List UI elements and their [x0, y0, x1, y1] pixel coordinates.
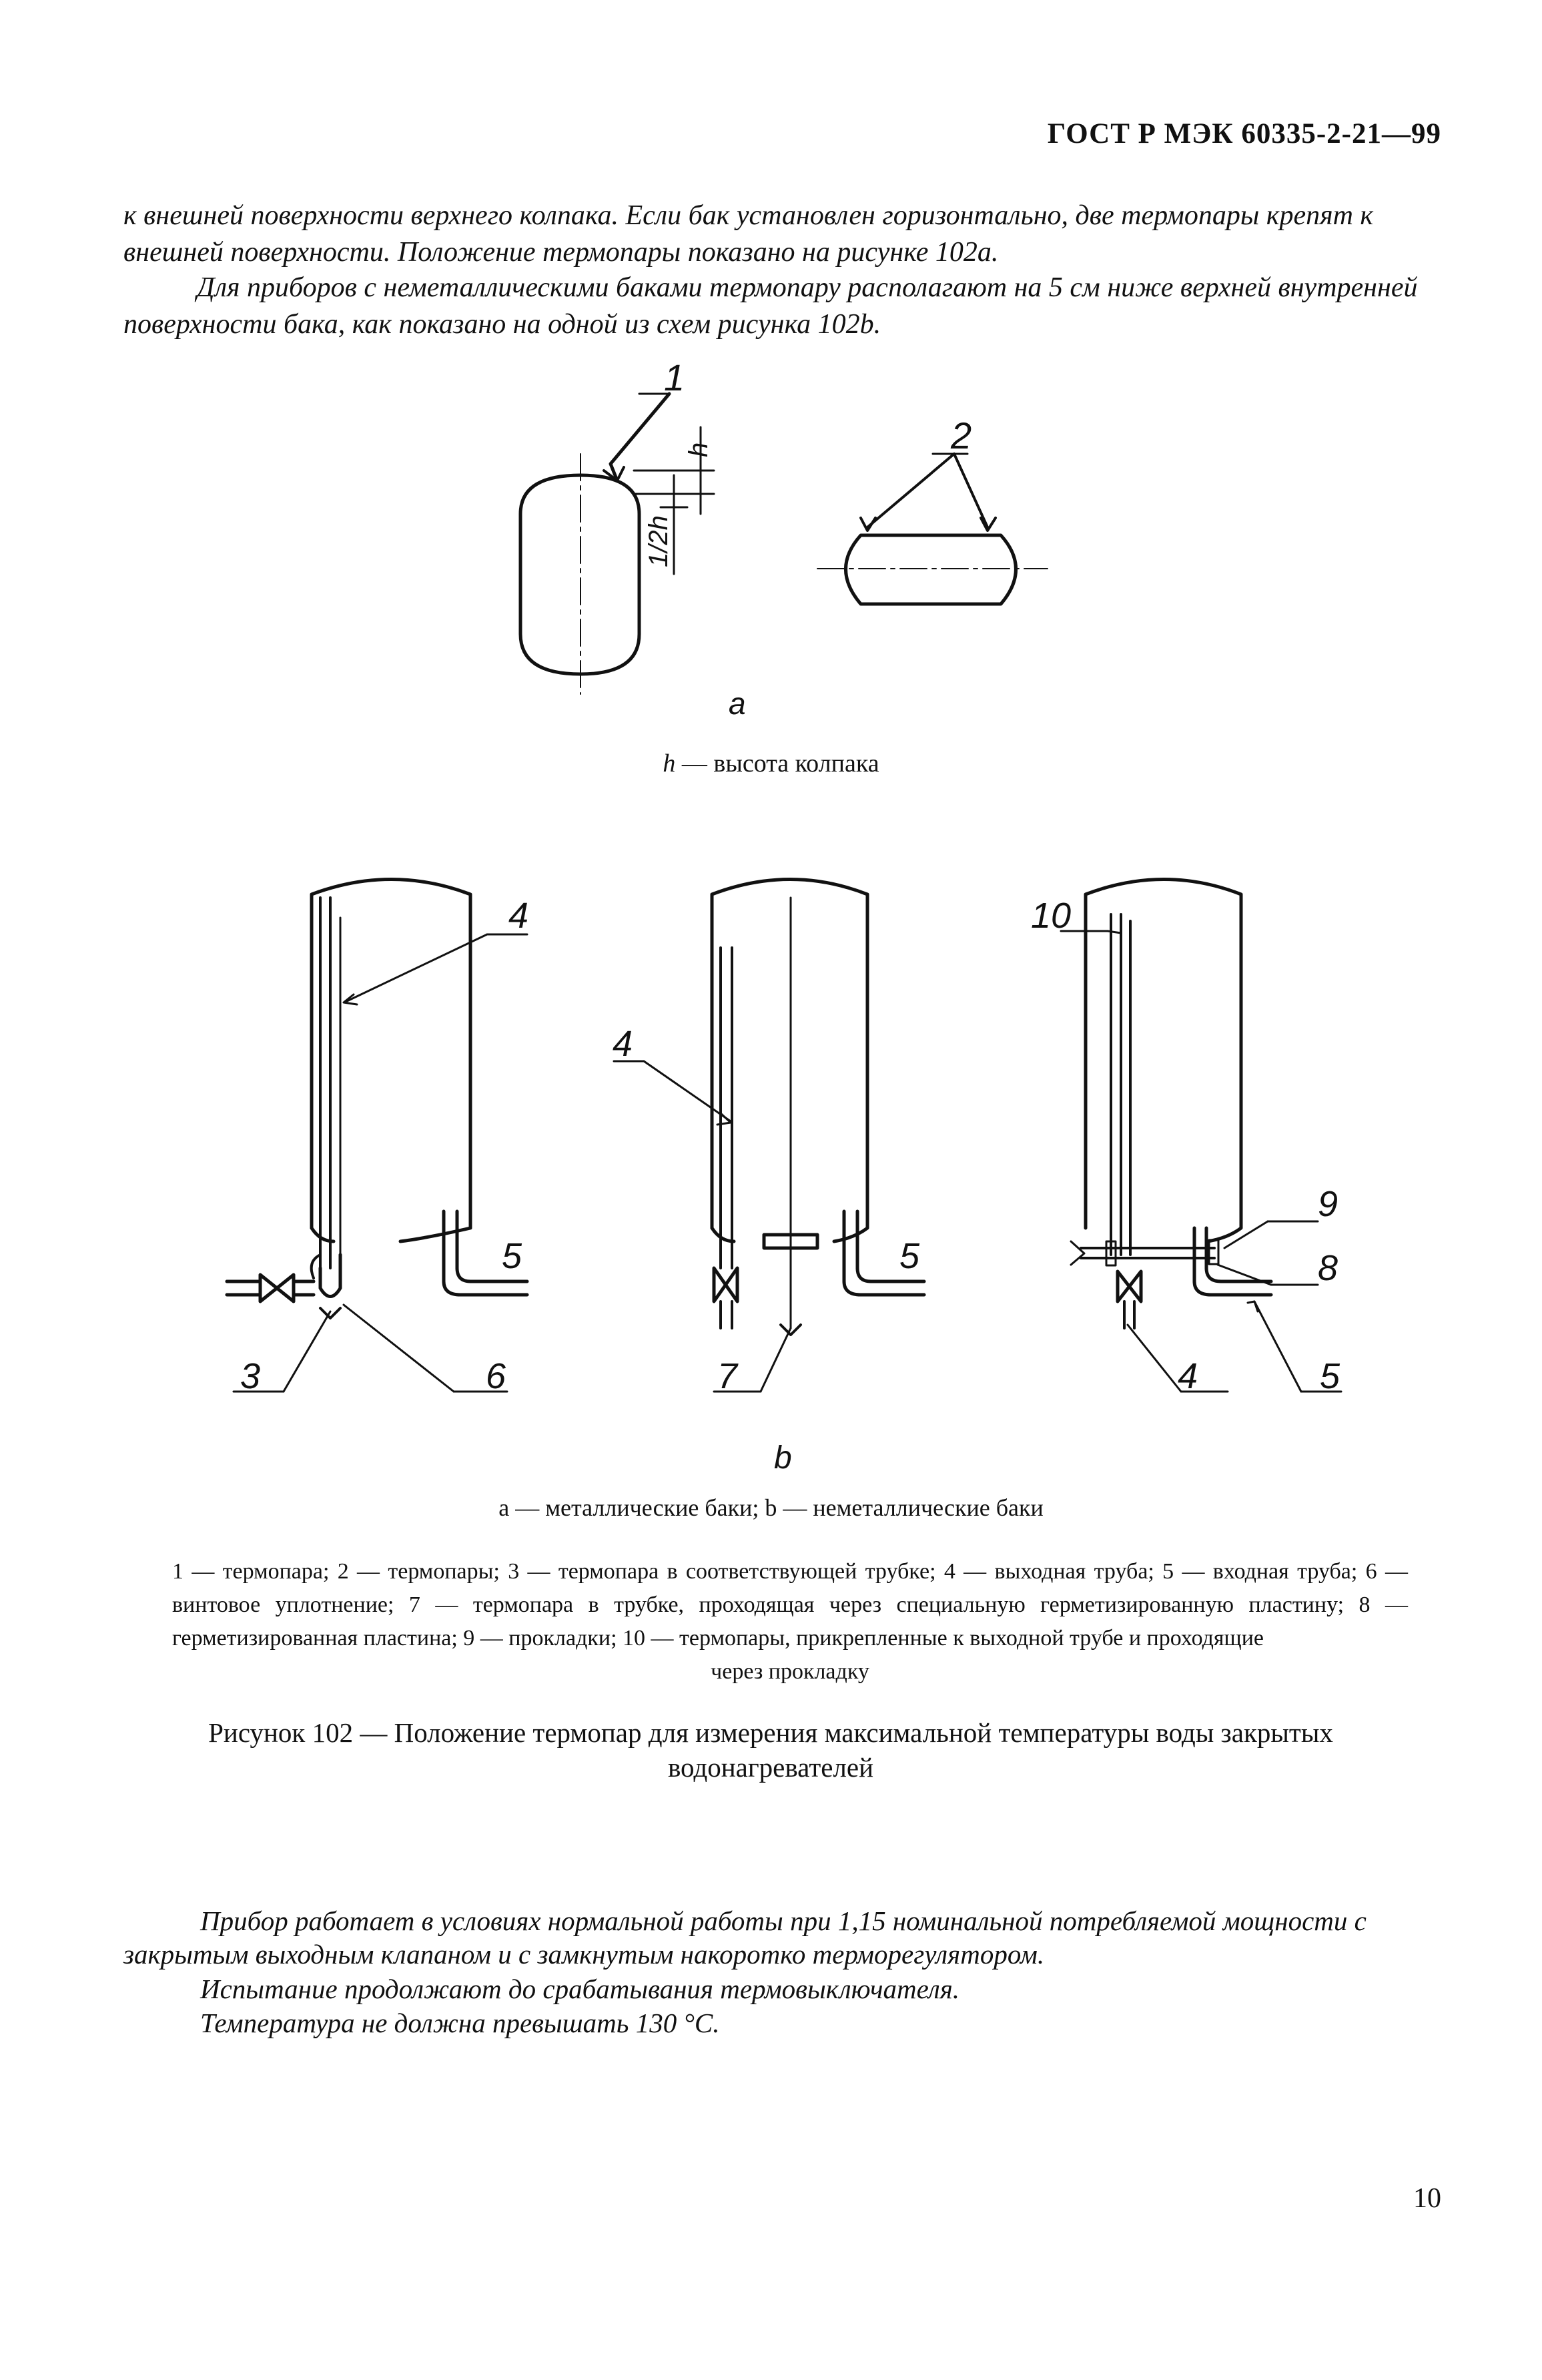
- label-2: 2: [951, 414, 972, 457]
- document-header: ГОСТ Р МЭК 60335-2-21—99: [1047, 118, 1441, 150]
- final-paragraph-1: Прибор работает в условиях нормальной работы при 1,15 номинальной потребляемой мощности с закрытым выходным клапаном и с замкнутым накоротко терморегулятором.: [123, 1905, 1367, 1970]
- panel-b-label: b: [774, 1440, 792, 1476]
- page-number: 10: [1413, 2183, 1441, 2214]
- label-3: 3: [240, 1356, 261, 1396]
- label-9: 9: [1318, 1184, 1338, 1224]
- h-caption-text: — высота колпака: [675, 750, 879, 778]
- label-10: 10: [1031, 896, 1072, 936]
- label-half-h: 1/2h: [644, 515, 673, 567]
- panel-caption: а — металлические баки; b — неметаллические баки: [498, 1494, 1044, 1521]
- final-paragraph-3: Температура не должна превышать 130 °С.: [200, 2008, 720, 2038]
- h-caption-symbol: h: [663, 750, 676, 778]
- legend-last-line: через прокладку: [711, 1659, 869, 1684]
- vertical-metal-tank: [520, 454, 639, 694]
- label-8: 8: [1318, 1248, 1338, 1288]
- figure-legend: [172, 1555, 1408, 1689]
- label-4-right: 4: [1178, 1356, 1198, 1396]
- label-1: 1: [664, 356, 685, 398]
- horizontal-metal-tank: [817, 535, 1048, 604]
- label-4-left: 4: [508, 896, 529, 936]
- thermocouple-2-leaders: [861, 454, 996, 531]
- label-5-left: 5: [502, 1236, 522, 1276]
- label-5-middle: 5: [899, 1236, 920, 1276]
- label-7: 7: [717, 1356, 738, 1396]
- thermocouple-1-leader: [604, 394, 669, 481]
- nonmetal-tank-middle: [614, 880, 924, 1392]
- panel-a-label: a: [729, 686, 746, 721]
- label-4-middle: 4: [613, 1024, 633, 1064]
- intro-paragraph-2: Для приборов с неметаллическими баками термопару располагают на 5 см ниже верхней внутренней поверхности бака, как показано на одной из схем рисунка 102b.: [123, 272, 1418, 340]
- label-5-right: 5: [1320, 1356, 1340, 1396]
- label-6: 6: [486, 1356, 506, 1396]
- figure-title: Рисунок 102 — Положение термопар для измерения максимальной температуры воды закрытых водонагревателей: [208, 1717, 1333, 1783]
- h-caption: [0, 749, 1542, 778]
- intro-paragraph-1: к внешней поверхности верхнего колпака. Если бак установлен горизонтально, две термопары крепят к внешней поверхности. Положение термопары показано на рисунке 102а.: [123, 200, 1374, 268]
- final-paragraph-2: Испытание продолжают до срабатывания термовыключателя.: [200, 1974, 960, 2004]
- nonmetal-tank-right: [1061, 880, 1341, 1392]
- label-h: h: [684, 442, 713, 457]
- legend-text: 1 — термопара; 2 — термопары; 3 — термопара в соответствующей трубке; 4 — выходная труба; 5 — входная труба; 6 — винтовое уплотнение; 7 — термопара в трубке, проходящая через специальную герметизированную пластину; 8 — герметизированная пластина; 9 — прокладки; 10 — термопары, прикрепленные к выходной трубе и проходящие: [172, 1559, 1408, 1651]
- nonmetal-tank-left: [227, 880, 527, 1392]
